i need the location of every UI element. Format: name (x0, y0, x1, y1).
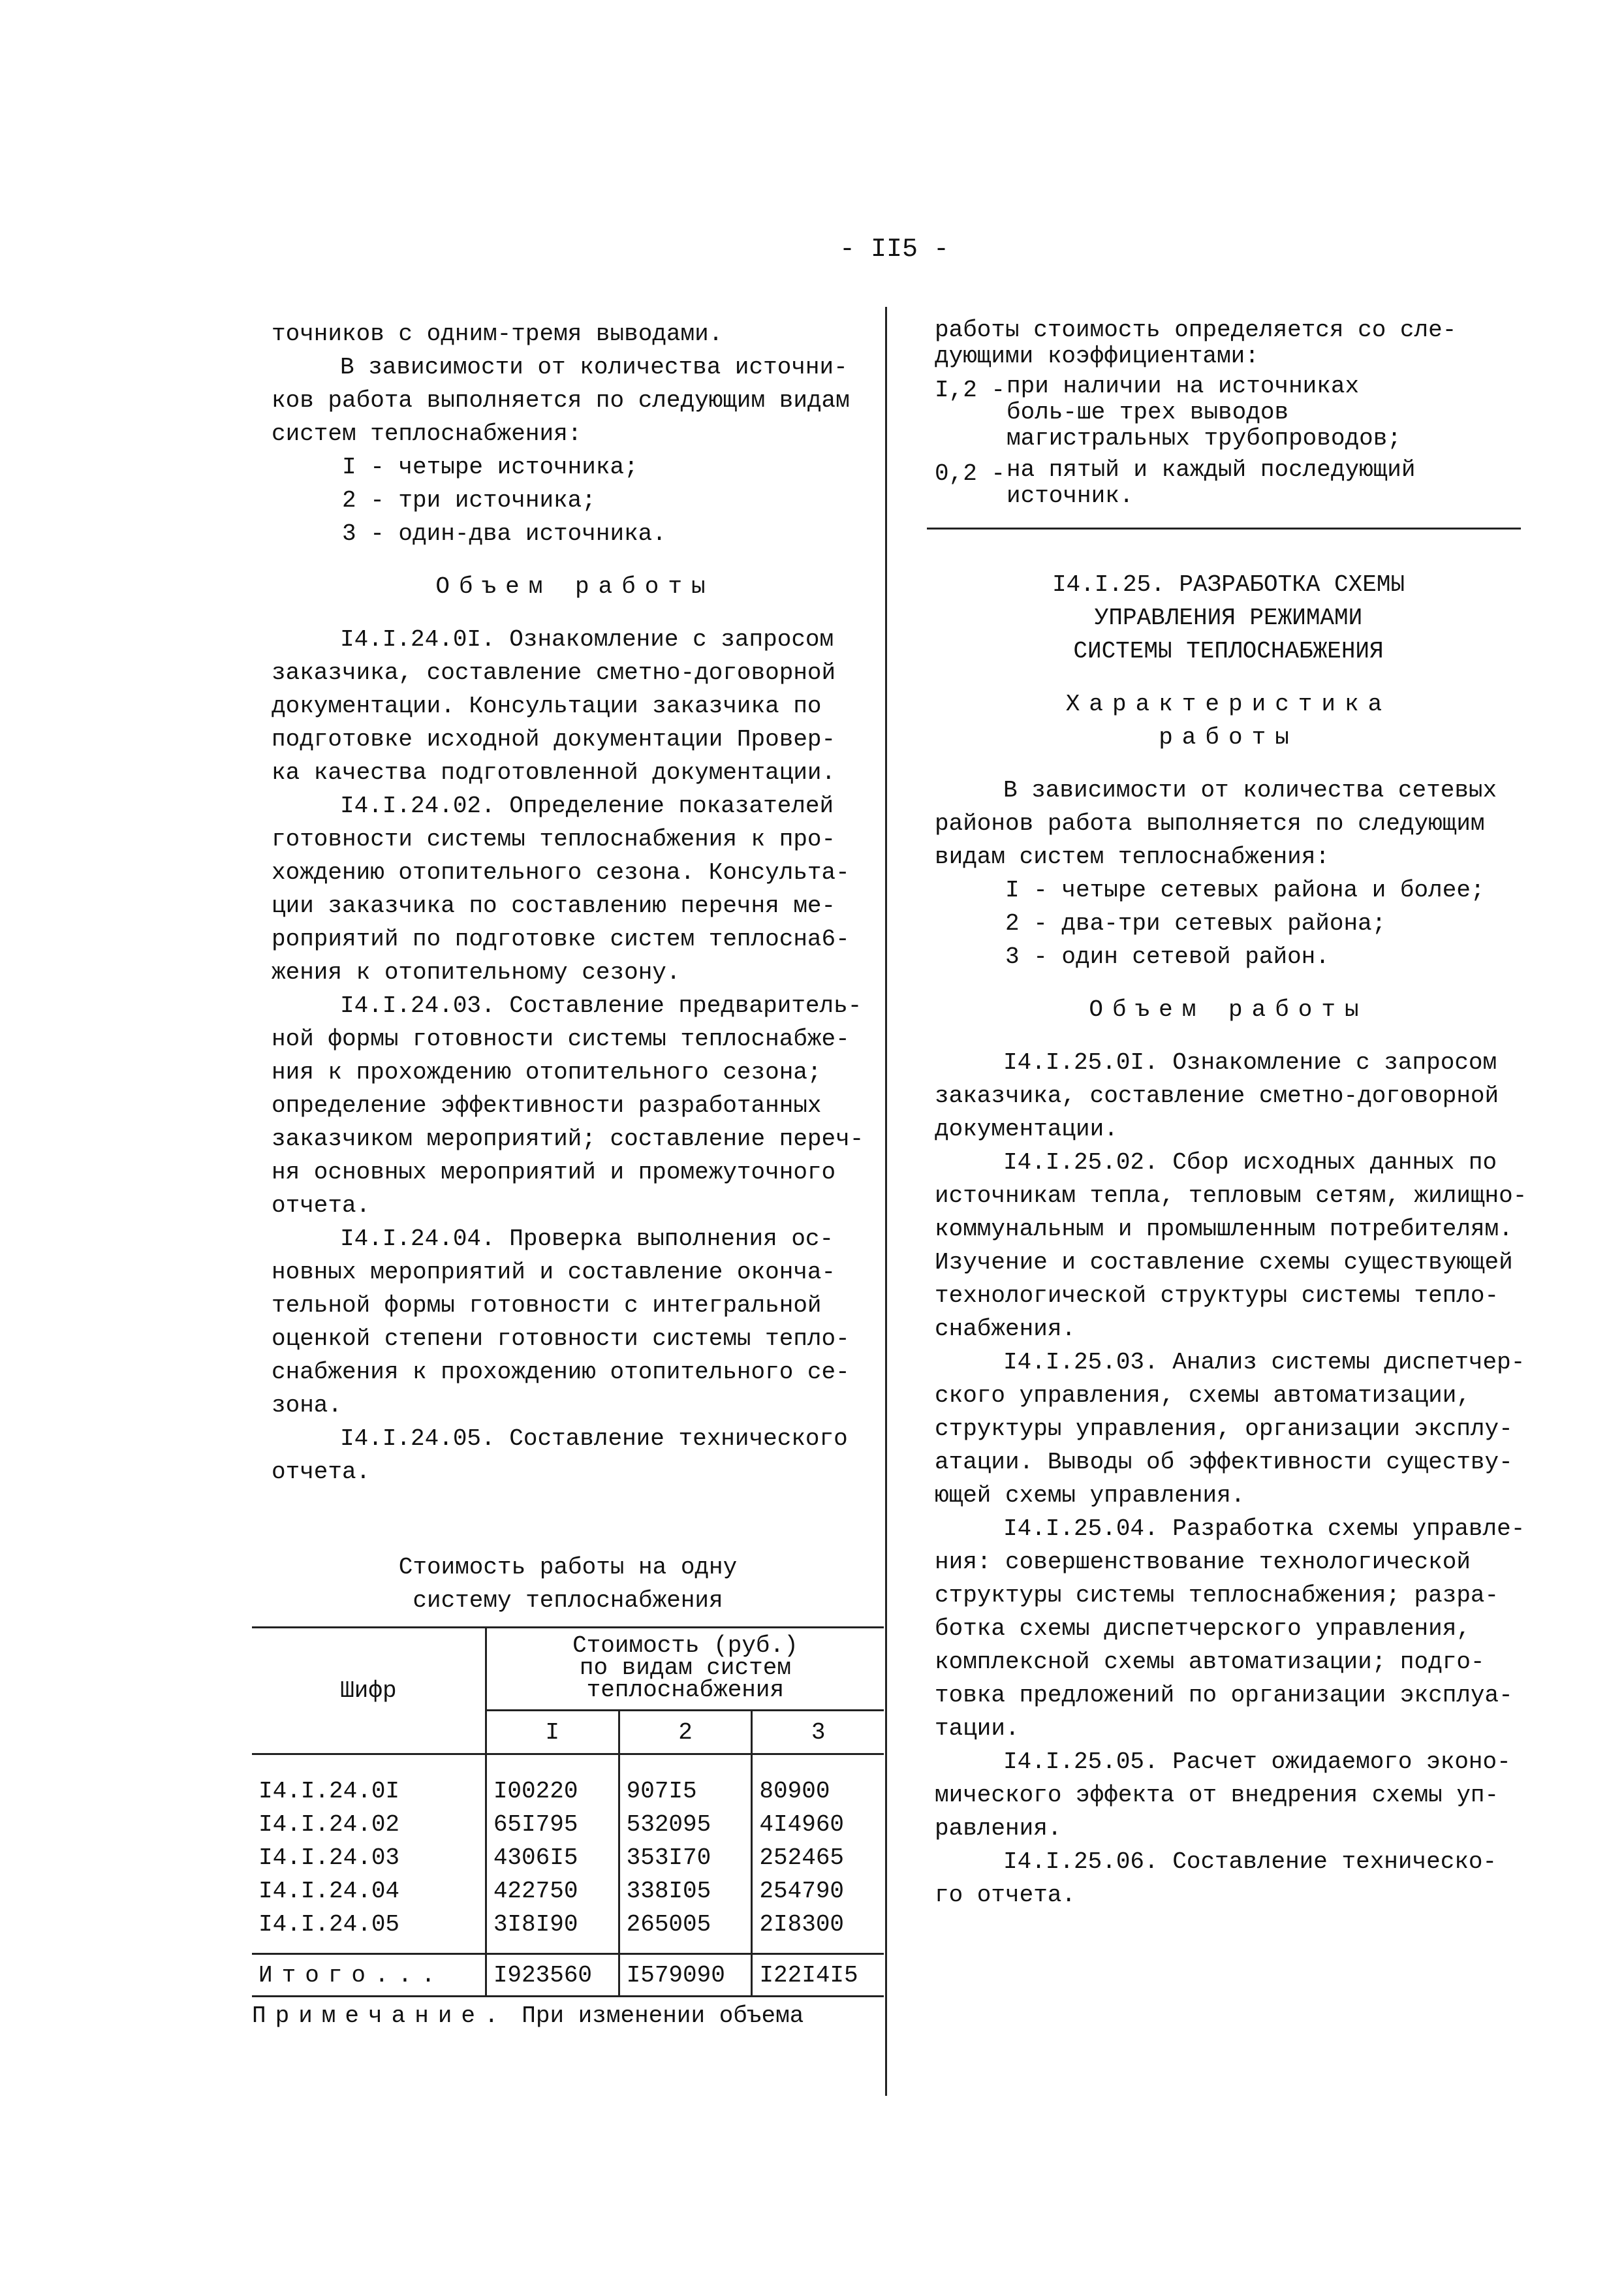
body-line: ского управления, схемы автоматизации, (935, 1382, 1471, 1409)
body-line: ботка схемы диспетчерского управления, (935, 1615, 1471, 1642)
section-title-line: УПРАВЛЕНИЯ РЕЖИМАМИ (1094, 605, 1363, 631)
body-line: ной формы готовности системы теплоснабже- (272, 1026, 850, 1052)
column-divider (885, 307, 887, 2096)
body-line: ния: совершенствование технологической (935, 1549, 1471, 1575)
right-column (935, 317, 1527, 1912)
coefficient-text: при наличии на источниках боль-ше трех выводов магистральных трубопроводов; (1007, 373, 1401, 452)
header-cost-line: теплоснабжения (586, 1677, 785, 1703)
intro-line: ков работа выполняется по следующим видам (272, 387, 850, 414)
body-line: заказчика, составление сметно-договорной (935, 1083, 1499, 1109)
row-cost-s3: 4I4960 (752, 1808, 884, 1841)
cost-table (252, 1626, 884, 1997)
note-label: Примечание. (252, 2002, 508, 2029)
header-system-3: 3 (752, 1711, 884, 1754)
intro-line: В зависимости от количества источни- (340, 354, 848, 381)
header-system-1: I (486, 1711, 619, 1754)
header-cost-line: по видам систем (579, 1654, 791, 1681)
table-row (252, 1908, 884, 1954)
row-cost-s2: 353I70 (619, 1841, 752, 1874)
row-cost-s2: 532095 (619, 1808, 752, 1841)
body-line: I4.I.25.05. Расчет ожидаемого эконо- (1003, 1748, 1511, 1775)
row-code: I4.I.24.03 (258, 1844, 400, 1871)
left-column (272, 317, 879, 1489)
char-line: видам систем теплоснабжения: (935, 844, 1330, 870)
row-cost-s3: 2I8300 (752, 1908, 884, 1954)
table-row (252, 1874, 884, 1908)
body-line: I4.I.24.03. Составление предваритель- (340, 992, 862, 1019)
body-line: технологической структуры системы тепло- (935, 1282, 1499, 1309)
row-cost-s1: I00220 (486, 1754, 619, 1809)
body-line: новных мероприятий и составление оконча- (272, 1259, 836, 1286)
body-line: заказчика, составление сметно-договорной (272, 659, 836, 686)
body-line: ка качества подготовленной документации. (272, 759, 836, 786)
body-line: готовности системы теплоснабжения к про- (272, 826, 836, 853)
continuation-line: дующими коэффициентами: (935, 343, 1259, 370)
body-line: заказчиком мероприятий; составление переч- (272, 1126, 864, 1152)
body-line: ции заказчика по составлению перечня ме- (272, 893, 836, 919)
caption-line: Стоимость работы на одну (398, 1554, 738, 1581)
body-line: товка предложений по организации эксплуа- (935, 1682, 1513, 1709)
body-line: коммунальным и промышленным потребителям. (935, 1216, 1513, 1242)
body-line: структуры управления, организации эксплу- (935, 1415, 1513, 1442)
body-line: зона. (272, 1392, 343, 1419)
system-item: 3 - один сетевой район. (1005, 943, 1330, 970)
continuation-line: работы стоимость определяется со сле- (935, 317, 1457, 343)
table-row (252, 1841, 884, 1874)
total-label: Итого... (252, 1954, 486, 1997)
body-line: I4.I.24.04. Проверка выполнения ос- (340, 1226, 834, 1252)
total-system-2: I579090 (619, 1954, 752, 1997)
body-line: го отчета. (935, 1882, 1076, 1908)
row-cost-s1: 4306I5 (486, 1841, 619, 1874)
body-line: I4.I.24.02. Определение показателей (340, 793, 834, 819)
body-line: равления. (935, 1815, 1062, 1842)
body-line: I4.I.24.0I. Ознакомление с запросом (340, 626, 834, 653)
body-line: структуры системы теплоснабжения; разра- (935, 1582, 1499, 1609)
body-line: отчета. (272, 1459, 371, 1485)
row-code: I4.I.24.04 (258, 1878, 400, 1905)
caption-line: систему теплоснабжения (413, 1587, 723, 1614)
volume-text (272, 623, 879, 1489)
body-line: снабжения. (935, 1316, 1076, 1342)
section-title (935, 568, 1522, 668)
table-row (252, 1808, 884, 1841)
body-line: I4.I.24.05. Составление технического (340, 1425, 848, 1452)
body-line: I4.I.25.04. Разработка схемы управле- (1003, 1515, 1525, 1542)
volume-heading: Объем работы (435, 573, 715, 600)
body-line: документации. (935, 1116, 1118, 1143)
total-system-1: I923560 (486, 1954, 619, 1997)
row-cost-s2: 338I05 (619, 1874, 752, 1908)
row-code: I4.I.24.05 (258, 1911, 400, 1938)
row-cost-s1: 3I8I90 (486, 1908, 619, 1954)
body-line: I4.I.25.0I. Ознакомление с запросом (1003, 1049, 1497, 1076)
body-line: мического эффекта от внедрения схемы уп- (935, 1782, 1499, 1809)
row-cost-s2: 265005 (619, 1908, 752, 1954)
header-code: Шифр (340, 1677, 397, 1704)
volume-text (935, 1046, 1527, 1912)
row-code: I4.I.24.02 (258, 1811, 400, 1838)
table-row (252, 1754, 884, 1809)
body-line: Изучение и составление схемы существующей (935, 1249, 1513, 1276)
header-system-2: 2 (619, 1711, 752, 1754)
row-cost-s3: 252465 (752, 1841, 884, 1874)
coefficient-value: 0,2 - (935, 460, 1006, 487)
coefficient-item (935, 457, 1522, 509)
coefficient-text: на пятый и каждый последующий источник. (1007, 456, 1416, 509)
table-note (252, 2002, 884, 2029)
characteristic-heading: Характеристика (1065, 691, 1392, 718)
row-cost-s1: 422750 (486, 1874, 619, 1908)
volume-heading: Объем работы (1089, 996, 1368, 1023)
body-line: комплексной схемы автоматизации; подго- (935, 1649, 1485, 1675)
intro-line: систем теплоснабжения: (272, 420, 582, 447)
page-number: - II5 - (839, 235, 950, 264)
system-item: 3 - один-два источника. (342, 520, 666, 547)
body-line: источникам тепла, тепловым сетям, жилищно- (935, 1182, 1527, 1209)
characteristic-heading: работы (1159, 724, 1298, 751)
body-line: хождению отопительного сезона. Консульта- (272, 859, 850, 886)
body-line: отчета. (272, 1192, 371, 1219)
system-item: 2 - два-три сетевых района; (1005, 910, 1386, 937)
char-line: районов работа выполняется по следующим (935, 810, 1485, 837)
section-title-line: СИСТЕМЫ ТЕПЛОСНАБЖЕНИЯ (1073, 638, 1384, 665)
note-text: При изменении объема (522, 2002, 804, 2029)
header-cost (486, 1628, 884, 1711)
body-line: документации. Консультации заказчика по (272, 693, 822, 720)
body-line: I4.I.25.06. Составление техническо- (1003, 1848, 1497, 1875)
body-line: I4.I.25.03. Анализ системы диспетчер- (1003, 1349, 1525, 1376)
body-line: ния к прохождению отопительного сезона; (272, 1059, 822, 1086)
row-cost-s2: 907I5 (619, 1754, 752, 1809)
coefficient-value: I,2 - (935, 377, 1006, 403)
body-line: ющей схемы управления. (935, 1482, 1245, 1509)
system-item: I - четыре сетевых района и более; (1005, 877, 1485, 904)
system-item: I - четыре источника; (342, 454, 638, 481)
cost-table-block (252, 1551, 884, 2029)
body-line: тельной формы готовности с интегральной (272, 1292, 822, 1319)
body-line: жения к отопительному сезону. (272, 959, 681, 986)
row-cost-s3: 80900 (752, 1754, 884, 1809)
body-line: оценкой степени готовности системы тепло- (272, 1325, 850, 1352)
body-line: подготовке исходной документации Провер- (272, 726, 836, 753)
body-line: определение эффективности разработанных (272, 1092, 822, 1119)
row-cost-s3: 254790 (752, 1874, 884, 1908)
row-cost-s1: 65I795 (486, 1808, 619, 1841)
section-title-line: I4.I.25. РАЗРАБОТКА СХЕМЫ (1052, 571, 1405, 598)
body-line: I4.I.25.02. Сбор исходных данных по (1003, 1149, 1497, 1176)
total-system-3: I22I4I5 (752, 1954, 884, 1997)
header-cost-line: Стоимость (руб.) (572, 1632, 798, 1659)
intro-line: точников с одним-тремя выводами. (272, 321, 723, 347)
row-code: I4.I.24.0I (258, 1778, 400, 1805)
body-line: атации. Выводы об эффективности существу- (935, 1449, 1513, 1476)
system-item: 2 - три источника; (342, 487, 596, 514)
coefficient-item (935, 373, 1522, 452)
body-line: роприятий по подготовке систем теплосна6- (272, 926, 850, 953)
body-line: снабжения к прохождению отопительного се- (272, 1359, 850, 1385)
body-line: ня основных мероприятий и промежуточного (272, 1159, 836, 1186)
char-line: В зависимости от количества сетевых (1003, 777, 1497, 804)
body-line: тации. (935, 1715, 1020, 1742)
total-row (252, 1954, 884, 1997)
table-caption (252, 1551, 884, 1617)
